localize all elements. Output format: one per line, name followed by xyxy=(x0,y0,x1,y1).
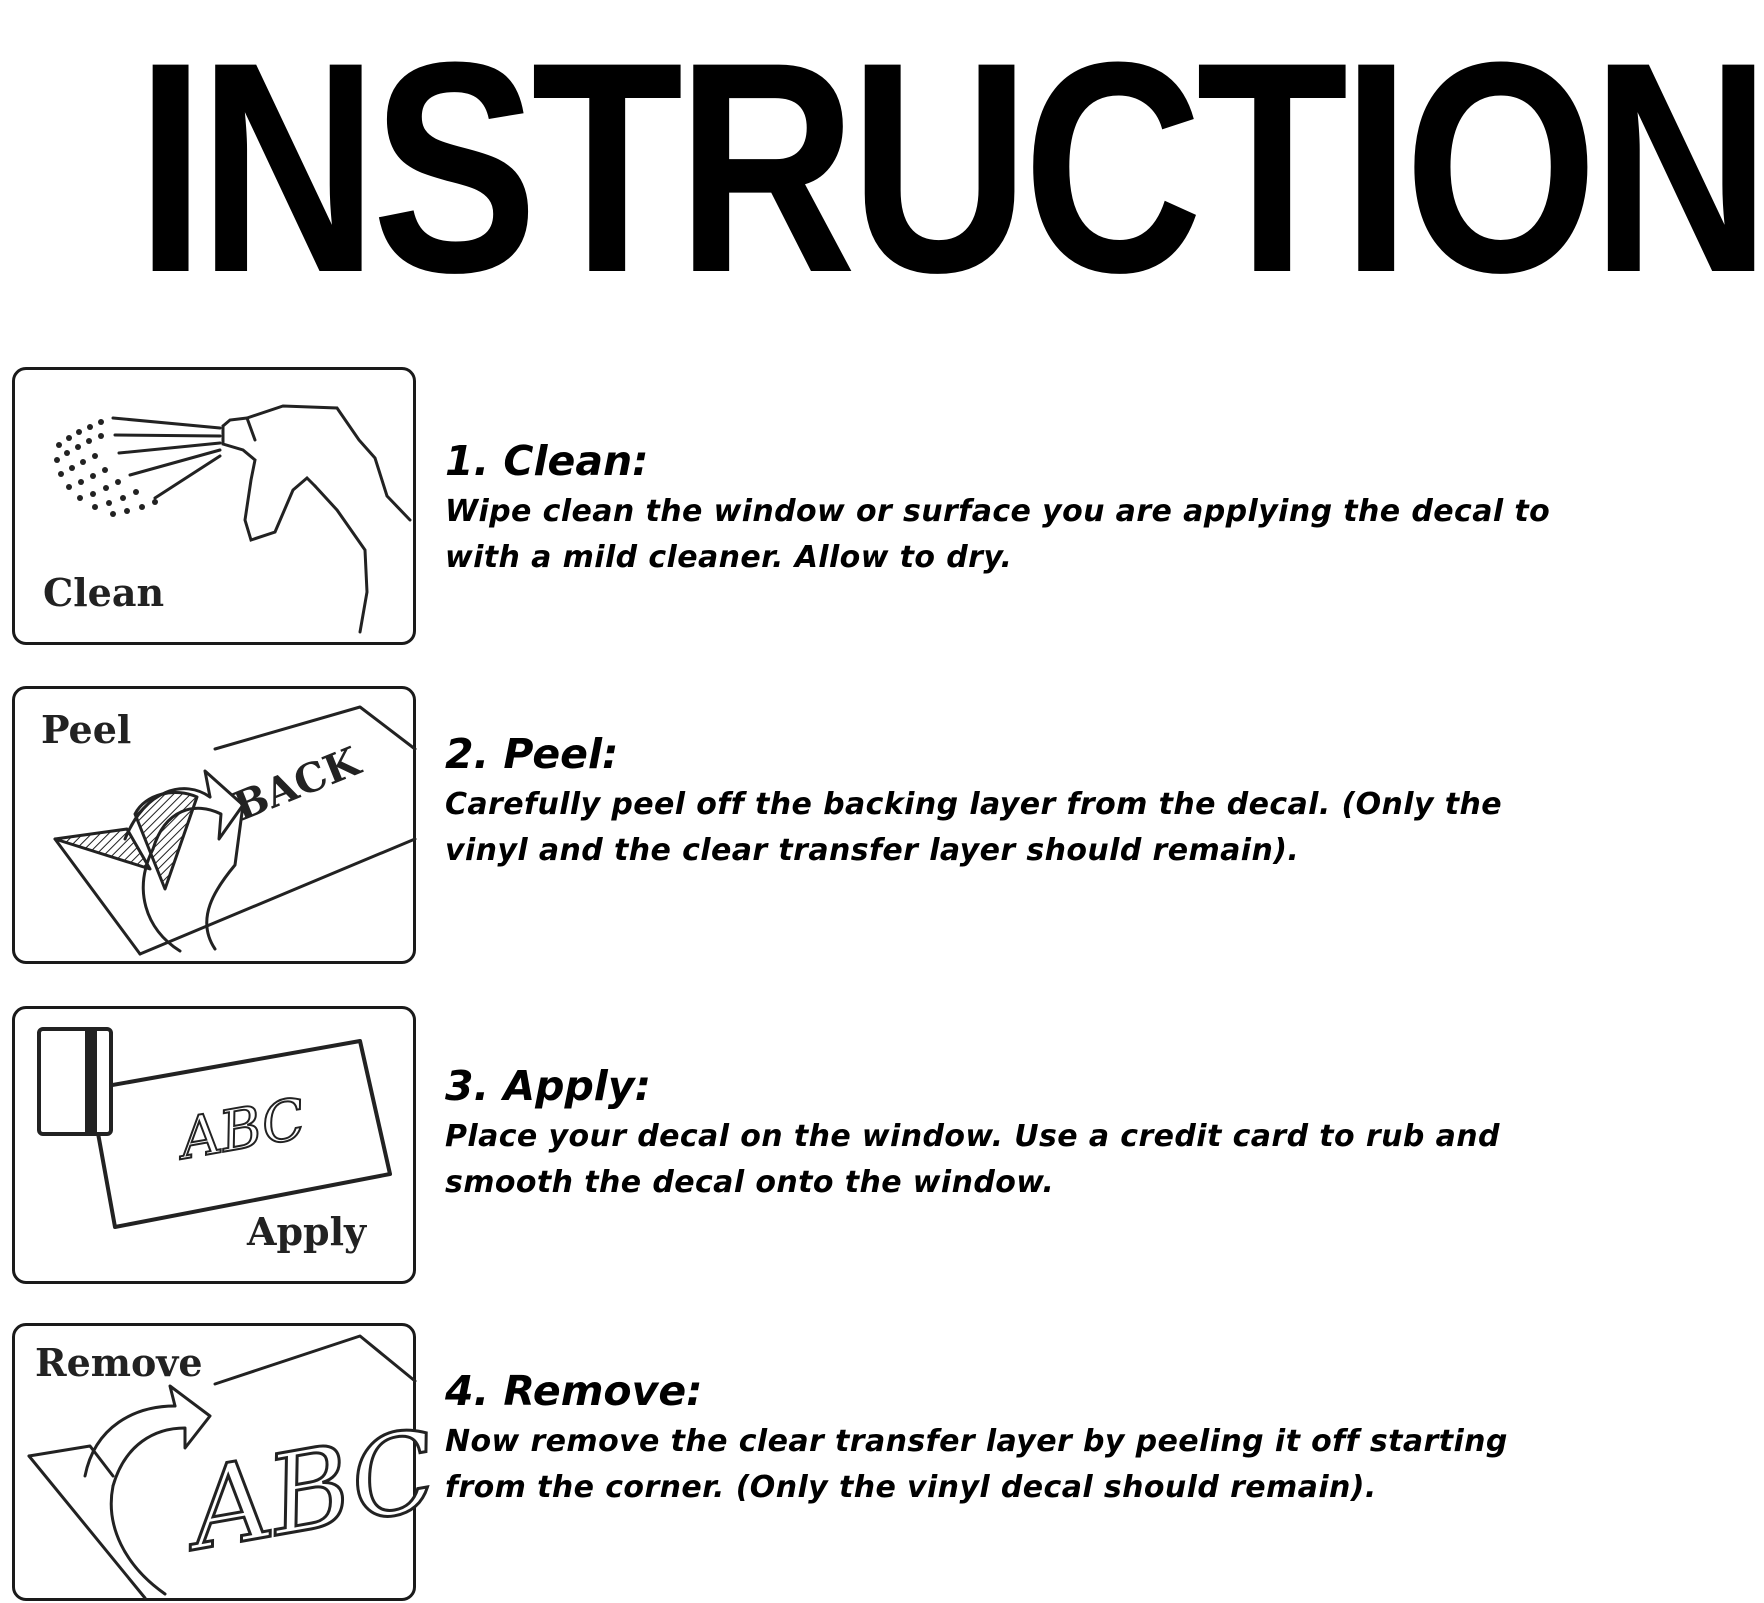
panel-label: Remove xyxy=(35,1340,203,1385)
step-title: 3. Apply: xyxy=(445,1062,651,1110)
step-title: 1. Clean: xyxy=(445,437,649,485)
step-title: 2. Peel: xyxy=(445,730,619,778)
step-description: Carefully peel off the backing layer from the decal. (Only the vinyl and the clear transfer layer should remain). xyxy=(445,787,1503,868)
panel-sublabel: BACK xyxy=(227,737,367,831)
panel-label: Peel xyxy=(41,707,132,752)
panel-label: Apply xyxy=(247,1209,367,1254)
step-panel xyxy=(12,1006,416,1284)
step-apply xyxy=(0,1006,1600,1286)
step-panel xyxy=(12,1323,446,1601)
step-description: Wipe clean the window or surface you are applying the decal to with a mild cleaner. Allow to dry. xyxy=(445,494,1551,575)
step-panel xyxy=(12,367,416,645)
step-panel xyxy=(12,686,416,964)
panel-monogram: ABC xyxy=(180,1405,446,1575)
step-remove xyxy=(0,1323,1600,1603)
step-text xyxy=(445,730,1585,874)
step-description: Place your decal on the window. Use a credit card to rub and smooth the decal onto the window. xyxy=(445,1119,1500,1200)
step-title: 4. Remove: xyxy=(445,1367,703,1415)
step-description: Now remove the clear transfer layer by peeling it off starting from the corner. (Only the vinyl decal should remain). xyxy=(445,1424,1508,1505)
step-text xyxy=(445,1367,1585,1511)
step-peel xyxy=(0,686,1600,966)
step-clean xyxy=(0,367,1600,647)
panel-label: Clean xyxy=(43,570,165,615)
step-text xyxy=(445,1062,1585,1206)
panel-monogram: ABC xyxy=(175,1086,311,1173)
page-title: INSTRUCTION xyxy=(136,0,1764,335)
step-text xyxy=(445,437,1585,581)
